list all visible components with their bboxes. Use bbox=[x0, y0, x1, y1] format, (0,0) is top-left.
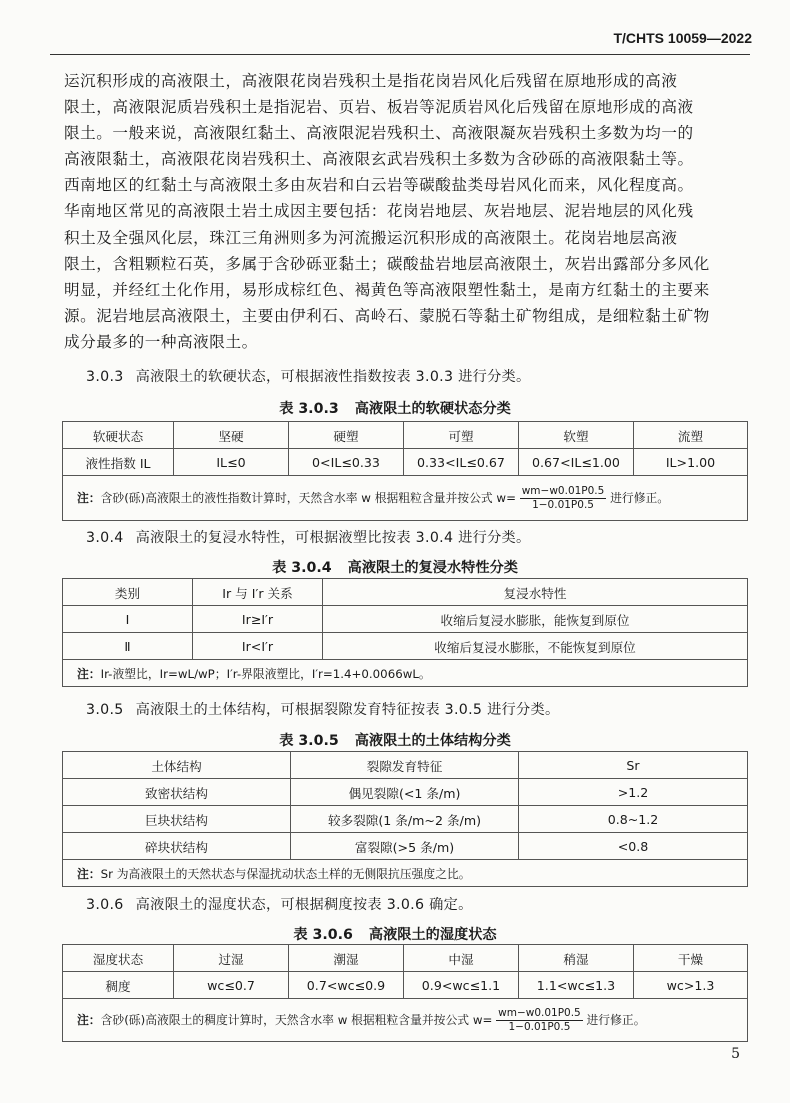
header-cell: Ir 与 I′r 关系 bbox=[193, 579, 323, 606]
header-cell: Sr bbox=[519, 752, 748, 779]
note-tail: 进行修正。 bbox=[610, 490, 670, 505]
clause-3-0-6 bbox=[86, 894, 473, 914]
table-title: 高液限土的软硬状态分类 bbox=[354, 401, 511, 417]
intro-line: 成分最多的一种高液限土。 bbox=[64, 332, 258, 351]
table-3-0-3 bbox=[62, 421, 748, 521]
clause-3-0-5 bbox=[86, 699, 560, 719]
intro-line: 限土，高液限泥质岩残积土是指泥岩、页岩、板岩等泥质岩风化后残留在原地形成的高液 bbox=[64, 98, 694, 117]
header-cell: 硬塑 bbox=[289, 422, 404, 449]
clause-3-0-4 bbox=[86, 527, 531, 547]
note-tail: 进行修正。 bbox=[586, 1012, 646, 1027]
header-cell: 类别 bbox=[63, 579, 193, 606]
header-cell: 干燥 bbox=[634, 945, 748, 972]
intro-line: 华南地区常见的高液限土岩土成因主要包括：花岗岩地层、灰岩地层、泥岩地层的风化残 bbox=[64, 202, 694, 221]
table-row bbox=[63, 806, 748, 833]
table-cell: 液性指数 IL bbox=[63, 449, 174, 476]
table-cell: IL>1.00 bbox=[634, 449, 748, 476]
header-cell: 稍湿 bbox=[519, 945, 634, 972]
formula-denominator: 1−0.01P0.5 bbox=[508, 1020, 571, 1033]
clause-text: 高液限土的软硬状态，可根据液性指数按表 3.0.3 进行分类。 bbox=[135, 369, 531, 385]
formula-numerator: wm−w0.01P0.5 bbox=[498, 1006, 581, 1019]
table-cell: >1.2 bbox=[519, 779, 748, 806]
formula-fraction bbox=[520, 485, 607, 512]
table-cell: <0.8 bbox=[519, 833, 748, 860]
clause-3-0-3 bbox=[86, 366, 531, 386]
note-text: 含砂(砾)高液限土的稠度计算时，天然含水率 w 根据粗粒含量并按公式 bbox=[100, 1012, 470, 1027]
clause-number: 3.0.6 bbox=[86, 897, 124, 913]
table-cell: Ⅰ bbox=[63, 606, 193, 633]
table-cell: Ⅱ bbox=[63, 633, 193, 660]
formula-lhs: w= bbox=[472, 1012, 493, 1027]
note-label: 注： bbox=[77, 866, 101, 881]
header-cell: 潮湿 bbox=[289, 945, 404, 972]
header-rule bbox=[50, 54, 750, 55]
table-note bbox=[63, 999, 748, 1042]
clause-number: 3.0.3 bbox=[86, 369, 124, 385]
table-title: 高液限土的复浸水特性分类 bbox=[347, 560, 518, 576]
table-number: 表 3.0.6 bbox=[293, 927, 353, 943]
header-cell: 软硬状态 bbox=[63, 422, 174, 449]
table-number: 表 3.0.5 bbox=[279, 733, 339, 749]
intro-line: 源。泥岩地层高液限土，主要由伊利石、高岭石、蒙脱石等黏土矿物组成，是细粒黏土矿物 bbox=[64, 306, 710, 325]
header-cell: 过湿 bbox=[174, 945, 289, 972]
table-title: 高液限土的土体结构分类 bbox=[354, 733, 511, 749]
table-note bbox=[63, 476, 748, 521]
table-row bbox=[63, 833, 748, 860]
formula-denominator: 1−0.01P0.5 bbox=[532, 498, 594, 511]
table-cell: 致密状结构 bbox=[63, 779, 291, 806]
table-cell: 巨块状结构 bbox=[63, 806, 291, 833]
header-cell: 湿度状态 bbox=[63, 945, 174, 972]
intro-line: 明显，并经红土化作用，易形成棕红色、褐黄色等高液限塑性黏土，是南方红黏土的主要来 bbox=[64, 280, 710, 299]
formula-fraction bbox=[496, 1007, 583, 1034]
table-cell: 0.9<wc≤1.1 bbox=[404, 972, 519, 999]
note-text: 含砂(砾)高液限土的液性指数计算时，天然含水率 w 根据粗粒含量并按公式 bbox=[100, 490, 493, 505]
header-cell: 坚硬 bbox=[174, 422, 289, 449]
table-3-0-4 bbox=[62, 578, 748, 687]
table-3-0-5-caption bbox=[0, 730, 790, 750]
table-header-row bbox=[63, 422, 748, 449]
note-text: Sr 为高液限土的天然状态与保湿扰动状态土样的无侧限抗压强度之比。 bbox=[100, 866, 471, 881]
table-header-row bbox=[63, 752, 748, 779]
table-cell: 0.67<IL≤1.00 bbox=[519, 449, 634, 476]
table-cell: IL≤0 bbox=[174, 449, 289, 476]
table-3-0-6 bbox=[62, 944, 748, 1042]
table-cell: 稠度 bbox=[63, 972, 174, 999]
intro-line: 限土。一般来说，高液限红黏土、高液限泥岩残积土、高液限凝灰岩残积土多数为均一的 bbox=[64, 124, 694, 143]
table-note bbox=[63, 860, 748, 887]
note-label: 注： bbox=[77, 666, 101, 681]
table-cell: 0<IL≤0.33 bbox=[289, 449, 404, 476]
clause-text: 高液限土的湿度状态，可根据稠度按表 3.0.6 确定。 bbox=[135, 897, 473, 913]
table-cell: 0.8~1.2 bbox=[519, 806, 748, 833]
table-3-0-3-caption bbox=[0, 398, 790, 418]
formula-lhs: w= bbox=[496, 490, 516, 505]
clause-text: 高液限土的土体结构，可根据裂隙发育特征按表 3.0.5 进行分类。 bbox=[135, 702, 560, 718]
table-row bbox=[63, 449, 748, 476]
intro-line: 限土，含粗颗粒石英，多属于含砂砾亚黏土；碳酸盐岩地层高液限土，灰岩出露部分多风化 bbox=[64, 254, 710, 273]
table-title: 高液限土的湿度状态 bbox=[368, 927, 497, 943]
table-header-row bbox=[63, 945, 748, 972]
table-cell: 收缩后复浸水膨胀，能恢复到原位 bbox=[323, 606, 748, 633]
table-number: 表 3.0.4 bbox=[272, 560, 332, 576]
intro-paragraph bbox=[64, 68, 742, 355]
table-cell: Ir≥I′r bbox=[193, 606, 323, 633]
intro-line: 高液限黏土，高液限花岗岩残积土、高液限玄武岩残积土多数为含砂砾的高液限黏土等。 bbox=[64, 150, 694, 169]
table-number: 表 3.0.3 bbox=[279, 401, 339, 417]
note-text: Ir-液塑比，Ir=wL/wP；I′r-界限液塑比，I′r=1.4+0.0066wL。 bbox=[100, 666, 431, 681]
table-cell: 偶见裂隙(<1 条/m) bbox=[291, 779, 519, 806]
header-cell: 可塑 bbox=[404, 422, 519, 449]
table-cell: 0.33<IL≤0.67 bbox=[404, 449, 519, 476]
page-number: 5 bbox=[731, 1046, 740, 1062]
table-3-0-4-caption bbox=[0, 557, 790, 577]
formula-numerator: wm−w0.01P0.5 bbox=[521, 484, 605, 497]
table-note-row bbox=[63, 860, 748, 887]
header-cell: 软塑 bbox=[519, 422, 634, 449]
note-label: 注： bbox=[77, 1012, 101, 1027]
table-row bbox=[63, 633, 748, 660]
header-cell: 土体结构 bbox=[63, 752, 291, 779]
table-note bbox=[63, 660, 748, 687]
clause-number: 3.0.5 bbox=[86, 702, 124, 718]
table-note-row bbox=[63, 999, 748, 1042]
clause-number: 3.0.4 bbox=[86, 530, 124, 546]
table-cell: wc≤0.7 bbox=[174, 972, 289, 999]
intro-line: 积土及全强风化层，珠江三角洲则多为河流搬运沉积形成的高液限土。花岗岩地层高液 bbox=[64, 228, 678, 247]
header-cell: 复浸水特性 bbox=[323, 579, 748, 606]
table-cell: 1.1<wc≤1.3 bbox=[519, 972, 634, 999]
header-cell: 中湿 bbox=[404, 945, 519, 972]
table-cell: Ir<I′r bbox=[193, 633, 323, 660]
intro-line: 西南地区的红黏土与高液限土多由灰岩和白云岩等碳酸盐类母岩风化而来，风化程度高。 bbox=[64, 176, 694, 195]
table-cell: 碎块状结构 bbox=[63, 833, 291, 860]
table-cell: 较多裂隙(1 条/m~2 条/m) bbox=[291, 806, 519, 833]
header-cell: 裂隙发育特征 bbox=[291, 752, 519, 779]
table-cell: wc>1.3 bbox=[634, 972, 748, 999]
table-3-0-5 bbox=[62, 751, 748, 887]
table-cell: 收缩后复浸水膨胀，不能恢复到原位 bbox=[323, 633, 748, 660]
note-label: 注： bbox=[77, 490, 101, 505]
table-note-row bbox=[63, 660, 748, 687]
intro-line: 运沉积形成的高液限土，高液限花岗岩残积土是指花岗岩风化后残留在原地形成的高液 bbox=[64, 72, 678, 90]
table-header-row bbox=[63, 579, 748, 606]
table-cell: 富裂隙(>5 条/m) bbox=[291, 833, 519, 860]
table-cell: 0.7<wc≤0.9 bbox=[289, 972, 404, 999]
document-code: T/CHTS 10059—2022 bbox=[613, 30, 752, 46]
header-cell: 流塑 bbox=[634, 422, 748, 449]
table-row bbox=[63, 972, 748, 999]
table-note-row bbox=[63, 476, 748, 521]
table-row bbox=[63, 606, 748, 633]
table-3-0-6-caption bbox=[0, 924, 790, 944]
clause-text: 高液限土的复浸水特性，可根据液塑比按表 3.0.4 进行分类。 bbox=[135, 530, 531, 546]
table-row bbox=[63, 779, 748, 806]
